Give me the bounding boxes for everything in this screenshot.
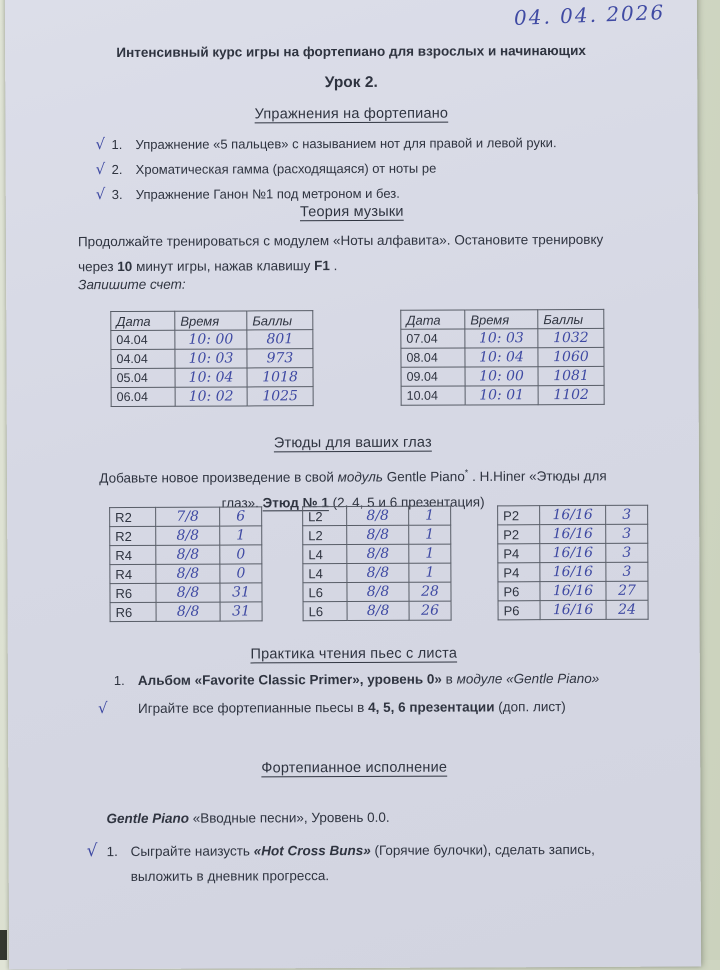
- table-cell: 16/16: [540, 524, 606, 543]
- text-segment: минут игры, нажав клавишу: [132, 258, 314, 274]
- performance-intro: [106, 810, 389, 826]
- table-cell: 8/8: [156, 545, 220, 564]
- text-segment: (Горячие булочки), сделать запись,: [371, 842, 595, 858]
- table-cell: 8/8: [347, 506, 409, 525]
- table-cell: 31: [220, 583, 262, 602]
- exercise-list: [95, 133, 556, 210]
- table-cell: 3: [606, 505, 648, 524]
- table-row: [498, 581, 648, 601]
- column-header: Дата: [111, 311, 175, 330]
- item-text-line-2: выложить в дневник прогресса.: [131, 862, 595, 889]
- text-segment-bold: F1: [314, 258, 330, 273]
- etude-table-right-hand: [109, 506, 263, 622]
- table-cell: L2: [303, 526, 347, 545]
- table-cell: L6: [303, 583, 347, 602]
- table-cell: 1032: [538, 328, 604, 347]
- table-cell: 8/8: [347, 544, 409, 563]
- table-cell: R4: [110, 564, 156, 583]
- table-cell: 1: [409, 544, 451, 563]
- table-row: [401, 347, 604, 367]
- table-row: [110, 564, 262, 584]
- table-cell: 8/8: [156, 564, 220, 583]
- text-segment-bold-italic: Gentle Piano: [106, 811, 189, 826]
- score-prompt: Запишите счет:: [78, 277, 186, 292]
- item-number: 2.: [112, 162, 136, 177]
- table-cell: 1081: [538, 366, 604, 385]
- text-segment-italic: модуль: [338, 469, 383, 484]
- table-cell: 16/16: [540, 562, 606, 581]
- text-segment: глаз».: [222, 495, 263, 510]
- column-header: Баллы: [538, 309, 604, 328]
- table-cell: L2: [303, 507, 347, 526]
- table-cell: 8/8: [347, 525, 409, 544]
- table-cell: P2: [498, 506, 540, 525]
- lesson-title: Урок 2.: [5, 72, 697, 93]
- table-cell: 8/8: [156, 602, 220, 621]
- table-cell: 08.04: [401, 348, 465, 367]
- table-cell: 16/16: [540, 543, 606, 562]
- table-cell: P6: [498, 601, 540, 620]
- table-cell: 3: [606, 562, 648, 581]
- item-number: 1.: [107, 844, 131, 859]
- text-segment: .: [330, 258, 338, 273]
- table-cell: 1060: [538, 347, 604, 366]
- text-segment: Сыграйте наизусть: [131, 843, 254, 859]
- course-title: Интенсивный курс игры на фортепиано для взрослых и начинающих: [5, 42, 697, 60]
- table-cell: L4: [303, 564, 347, 583]
- item-text: [138, 671, 599, 688]
- text-segment: Добавьте новое произведение в свой: [99, 470, 337, 486]
- section-heading-reading: Практика чтения пьес с листа: [8, 644, 700, 663]
- table-row: [303, 601, 451, 621]
- table-cell: 16/16: [540, 581, 606, 600]
- table-cell: 09.04: [401, 367, 465, 386]
- table-row: [498, 562, 648, 582]
- table-cell: 10: 04: [465, 348, 538, 367]
- handwritten-date: 04. 04. 2026: [513, 0, 665, 30]
- table-row: [303, 544, 451, 564]
- item-text: Хроматическая гамма (расходящаяся) от ноты ре: [136, 161, 437, 177]
- table-cell: 1025: [247, 387, 313, 406]
- table-row: [110, 526, 262, 546]
- text-segment: . H.Hiner «Этюды для: [468, 468, 606, 484]
- table-cell: 8/8: [347, 582, 409, 601]
- list-item: [98, 671, 599, 699]
- table-cell: 26: [409, 601, 451, 620]
- table-cell: 16/16: [540, 600, 606, 619]
- table-row: [401, 366, 604, 386]
- table-row: [498, 505, 648, 525]
- table-cell: 06.04: [111, 387, 175, 406]
- table-cell: 10: 03: [465, 329, 538, 348]
- asterisk-mark: *: [465, 467, 469, 477]
- table-cell: 1: [409, 563, 451, 582]
- item-number: 1.: [112, 137, 136, 152]
- etudes-line-1: [47, 460, 659, 491]
- table-row: [111, 368, 313, 388]
- score-table-week2: [400, 309, 604, 406]
- text-segment-italic: модуле «Gentle Piano»: [457, 671, 600, 687]
- table-cell: 04.04: [111, 349, 175, 368]
- theory-line-2: [78, 252, 640, 279]
- table-cell: 8/8: [347, 563, 409, 582]
- table-cell: L4: [303, 545, 347, 564]
- column-header: Дата: [401, 310, 465, 329]
- table-cell: 1: [409, 506, 451, 525]
- table-row: [401, 385, 604, 405]
- table-cell: 10.04: [401, 386, 465, 405]
- etude-table-left-hand: [302, 506, 452, 622]
- table-cell: 10: 02: [175, 387, 247, 406]
- table-cell: 1102: [538, 385, 604, 404]
- text-segment: в: [442, 672, 457, 687]
- table-row: [498, 600, 648, 620]
- table-cell: 0: [220, 545, 262, 564]
- item-text: [131, 837, 595, 889]
- item-text: Упражнение Ганон №1 под метроном и без.: [136, 186, 400, 202]
- checkmark: √: [95, 135, 111, 153]
- table-cell: 7/8: [156, 507, 220, 526]
- checkmark: √: [96, 185, 112, 203]
- table-cell: R2: [110, 507, 156, 526]
- table-header-row: [401, 309, 604, 329]
- column-header: Время: [175, 311, 247, 330]
- table-row: [111, 349, 313, 369]
- table-cell: 07.04: [401, 329, 465, 348]
- text-segment-bold: 10: [117, 259, 132, 274]
- table-row: [303, 506, 451, 526]
- table-cell: 10: 03: [175, 349, 247, 368]
- table-cell: R6: [110, 583, 156, 602]
- checkmark: √: [87, 841, 107, 861]
- item-number: 3.: [112, 187, 136, 202]
- table-cell: 04.04: [111, 330, 175, 349]
- table-cell: 05.04: [111, 368, 175, 387]
- item-text: Упражнение «5 пальцев» с называнием нот для правой и левой руки.: [136, 135, 557, 152]
- table-edge-shadow: [0, 930, 7, 960]
- reading-list: [98, 671, 600, 725]
- table-cell: P2: [498, 525, 540, 544]
- table-cell: 1: [409, 525, 451, 544]
- table-cell: 28: [409, 582, 451, 601]
- table-cell: 10: 00: [175, 330, 247, 349]
- table-cell: P4: [498, 544, 540, 563]
- etude-table-both-hands: [497, 505, 649, 621]
- table-row: [111, 387, 313, 407]
- section-heading-performance: Фортепианное исполнение: [8, 758, 700, 777]
- table-cell: R2: [110, 526, 156, 545]
- table-cell: 16/16: [540, 505, 606, 524]
- table-cell: 801: [247, 330, 313, 349]
- text-segment-bold: 4, 5, 6 презентации: [368, 699, 494, 715]
- column-header: Время: [465, 310, 538, 329]
- item-text: [138, 699, 566, 716]
- table-row: [401, 328, 604, 348]
- table-row: [303, 525, 451, 545]
- table-cell: 27: [606, 581, 648, 600]
- text-segment-bold: Альбом «Favorite Classic Primer», уровень 0»: [138, 672, 442, 688]
- table-cell: R4: [110, 545, 156, 564]
- text-segment: (доп. лист): [494, 699, 565, 714]
- table-cell: R6: [110, 602, 156, 621]
- item-number: 1.: [114, 673, 138, 688]
- table-cell: 0: [220, 564, 262, 583]
- table-row: [498, 543, 648, 563]
- text-segment: (2, 4, 5 и 6 презентация): [329, 494, 485, 510]
- section-heading-etudes: Этюды для ваших глаз: [7, 433, 699, 452]
- table-cell: P4: [498, 563, 540, 582]
- theory-paragraph: [78, 227, 640, 279]
- table-cell: 1: [220, 526, 262, 545]
- text-segment: через: [78, 259, 117, 274]
- table-row: [110, 545, 262, 565]
- section-heading-exercises: Упражнения на фортепиано: [5, 104, 697, 123]
- section-heading-theory: Теория музыки: [6, 202, 698, 221]
- table-cell: 10: 00: [465, 367, 538, 386]
- table-row: [111, 330, 313, 350]
- table-row: [303, 582, 451, 602]
- table-cell: 10: 01: [465, 386, 538, 405]
- score-table-week1: [110, 310, 313, 407]
- table-cell: 1018: [247, 368, 313, 387]
- text-segment-bold-italic: «Hot Cross Buns»: [254, 843, 371, 859]
- table-row: [303, 563, 451, 583]
- table-cell: 973: [247, 349, 313, 368]
- table-cell: 8/8: [156, 526, 220, 545]
- theory-line-1: Продолжайте тренироваться с модулем «Ноты алфавита». Остановите тренировку: [78, 227, 640, 254]
- list-item: [96, 158, 557, 185]
- text-segment: Gentle Piano: [383, 469, 465, 484]
- list-item: [95, 133, 556, 160]
- table-cell: 8/8: [156, 583, 220, 602]
- text-segment: «Вводные песни», Уровень 0.0.: [189, 810, 390, 826]
- list-item: [98, 697, 599, 725]
- table-cell: 8/8: [347, 601, 409, 620]
- text-segment: Играйте все фортепианные пьесы в: [138, 700, 368, 716]
- table-cell: L6: [303, 602, 347, 621]
- table-cell: 10: 04: [175, 368, 247, 387]
- table-cell: 24: [606, 600, 648, 619]
- checkmark: √: [98, 699, 114, 717]
- paper-sheet: [5, 0, 701, 970]
- column-header: Баллы: [247, 311, 313, 330]
- table-row: [110, 602, 262, 622]
- table-cell: 3: [606, 543, 648, 562]
- table-row: [110, 507, 262, 527]
- table-cell: 6: [220, 507, 262, 526]
- checkmark: √: [96, 160, 112, 178]
- table-cell: 3: [606, 524, 648, 543]
- performance-item: [87, 837, 595, 889]
- table-header-row: [111, 311, 313, 331]
- table-row: [110, 583, 262, 603]
- table-cell: P6: [498, 582, 540, 601]
- table-cell: 31: [220, 602, 262, 621]
- table-row: [498, 524, 648, 544]
- text-segment-bold: Этюд № 1: [263, 495, 329, 510]
